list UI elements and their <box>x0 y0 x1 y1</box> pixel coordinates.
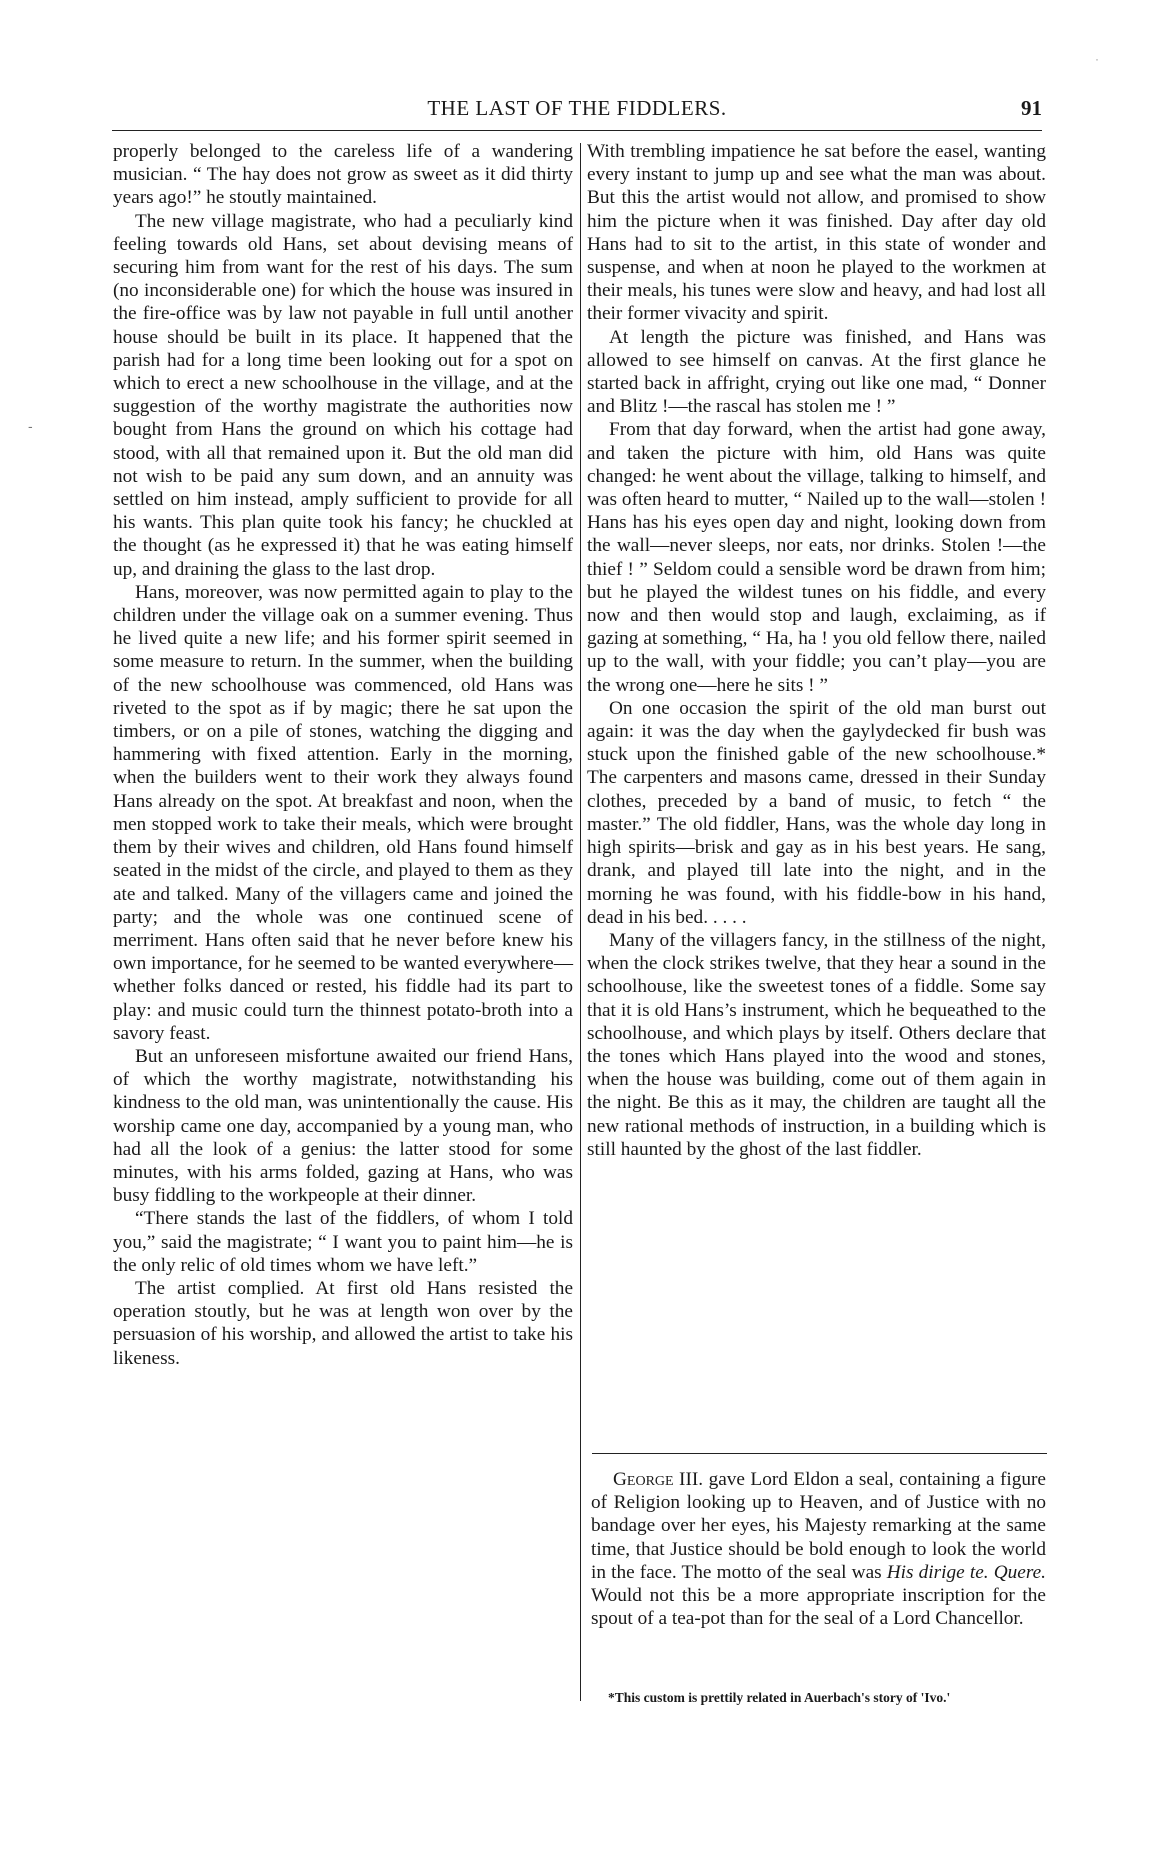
left-column <box>113 140 573 1370</box>
right-column <box>587 140 1046 1161</box>
section-rule <box>592 1453 1047 1454</box>
paragraph: But an unforeseen misfortune awaited our friend Hans, of which the worthy magistrate, notwithstanding his kindness to the old man, was unintentionally the cause. His worship came one day, accompanied by a young man, who had all the look of a genius: the latter stood for some minutes, with his arms folded, gazing at Hans, who was busy fiddling to the workpeople at their dinner. <box>113 1045 573 1207</box>
left-margin-mark: - <box>28 418 33 434</box>
anecdote-lead: George III. <box>613 1469 704 1490</box>
anecdote-paragraph <box>591 1468 1046 1630</box>
page-header <box>112 96 1042 124</box>
paragraph: Hans, moreover, was now permitted again to play to the children under the village oak on a summer evening. Thus he lived quite a new life; and his former spirit seemed in some measure to return. In the summer, when the building of the new schoolhouse was commenced, old Hans was riveted to the spot as if by magic; there he sat upon the timbers, or on a pile of stones, watching the digging and hammering with fixed attention. Early in the morning, when the builders went to their work they always found Hans already on the spot. At breakfast and noon, when the men stopped work to take their meals, which were brought them by their wives and children, old Hans found himself seated in the midst of the circle, and played to them as they ate and talked. Many of the villagers came and joined the party; and the whole was one continued scene of merriment. Hans often said that he never before knew his own importance, for he seemed to be wanted everywhere—whether folks danced or rested, his fiddle had its part to play: and music could turn the thinnest potato-broth into a savory feast. <box>113 581 573 1044</box>
quere-word: Quere. <box>993 1561 1046 1583</box>
column-divider <box>580 143 581 1701</box>
running-title: THE LAST OF THE FIDDLERS. <box>427 96 727 120</box>
page-number: 91 <box>1021 96 1042 120</box>
anecdote-text: Would not this be a more appropriate inscription for the spout of a tea-pot than for the seal of a Lord Chancellor. <box>591 1585 1046 1630</box>
paragraph: Many of the villagers fancy, in the stillness of the night, when the clock strikes twelve, that they hear a sound in the schoolhouse, like the sweetest tones of a fiddle. Some say that it is old Hans’s instrument, which he bequeathed to the schoolhouse, and which plays by itself. Others declare that the tones which Hans played into the wood and stones, when the house was building, come out of them again in the night. Be this as it may, the children are taught all the new rational methods of instruction, in a building which is still haunted by the ghost of the last fiddler. <box>587 929 1046 1160</box>
anecdote-text: gave Lord Eldon a seal, containing a figure of Religion looking up to Heaven, and of Justice with no bandage over her eyes, his Majesty remarking at the same time, that Justice should be bold enough to look the world in the face. The motto of the seal was <box>591 1469 1046 1583</box>
anecdote-block <box>591 1468 1046 1630</box>
paragraph: The new village magistrate, who had a peculiarly kind feeling towards old Hans, set about devising means of securing him from want for the rest of his days. The sum (no inconsiderable one) for which the house was insured in the fire-office was by law not payable in full until another house should be built in its place. It happened that the parish had for a long time been looking out for a spot on which to erect a new schoolhouse in the village, and at the suggestion of the worthy magistrate the authorities now bought from Hans the ground on which his cottage had stood, with all that remained upon it. But the old man did not wish to be paid any sum down, and an annuity was settled on him instead, amply sufficient to provide for all his wants. This plan quite took his fancy; he chuckled at the thought (as he expressed it) that he was eating himself up, and draining the glass to the last drop. <box>113 210 573 580</box>
paragraph: From that day forward, when the artist had gone away, and taken the picture with him, old Hans was quite changed: he went about the village, talking to himself, and was often heard to mutter, “ Nailed up to the wall—stolen ! Hans has his eyes open day and night, looking down from the wall—never sleeps, nor eats, nor drinks. Stolen !—the thief ! ” Seldom could a sensible word be drawn from him; but he played the wildest tunes on his fiddle, and every now and then would stop and laugh, exclaiming, as if gazing at something, “ Ha, ha ! you old fellow there, nailed up to the wall, with your fiddle; you can’t play—you are the wrong one—here he sits ! ” <box>587 419 1046 696</box>
paragraph: On one occasion the spirit of the old man burst out again: it was the day when the gaylydecked fir bush was stuck upon the finished gable of the new schoolhouse.* The carpenters and masons came, dressed in their Sunday clothes, preceded by a band of music, to fetch “ the master.” The old fiddler, Hans, was the whole day long in high spirits—brisk and gay as in his best years. He sang, drank, and played till late into the night, and in the morning he was found, with his fiddle-bow in his hand, dead in his bed. . . . . <box>587 697 1046 928</box>
paragraph: At length the picture was finished, and Hans was allowed to see himself on canvas. At the first glance he started back in affright, crying out like one mad, “ Donner and Blitz !—the rascal has stolen me ! ” <box>587 326 1046 418</box>
paragraph: The artist complied. At first old Hans resisted the operation stoutly, but he was at length won over by the persuasion of his worship, and allowed the artist to take his likeness. <box>113 1277 573 1369</box>
paragraph: “There stands the last of the fiddlers, of whom I told you,” said the magistrate; “ I want you to paint him—he is the only relic of old times whom we have left.” <box>113 1208 573 1276</box>
paragraph: With trembling impatience he sat before the easel, wanting every instant to jump up and see what the man was about. But this the artist would not allow, and promised to show him the picture when it was finished. Day after day old Hans had to sit to the artist, in this state of wonder and suspense, and when at noon he played to the workmen at their meals, his tunes were slow and heavy, and had lost all their former vivacity and spirit. <box>587 141 1046 325</box>
right-margin-mark: · <box>1095 52 1099 66</box>
header-rule <box>112 130 1042 131</box>
paragraph: properly belonged to the careless life of a wandering musician. “ The hay does not grow as sweet as it did thirty years ago!” he stoutly maintained. <box>113 141 573 209</box>
footnote: *This custom is prettily related in Auerbach's story of 'Ivo.' <box>608 1690 951 1705</box>
seal-motto: His dirige te. <box>886 1561 989 1583</box>
